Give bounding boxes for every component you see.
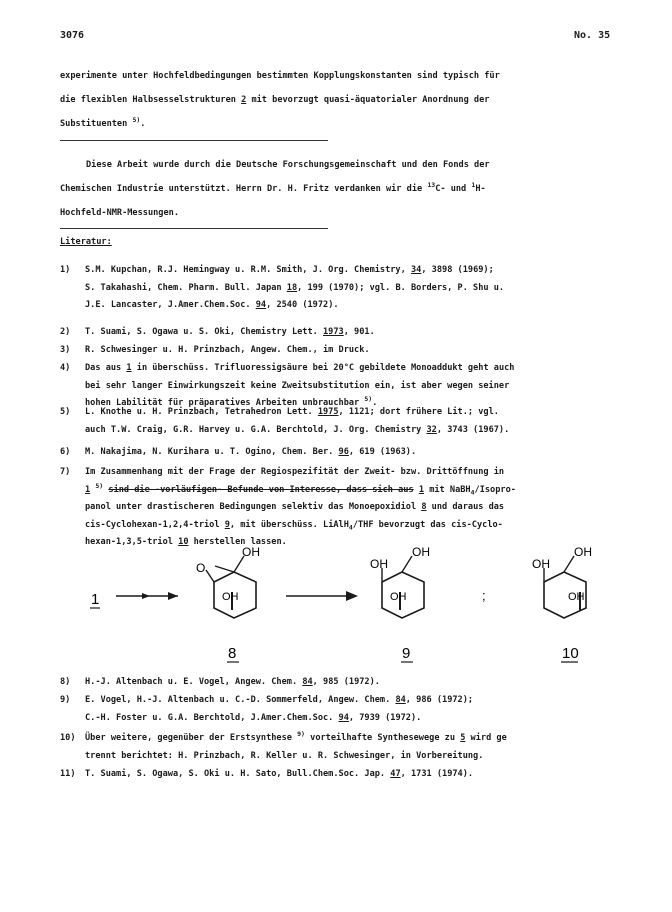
- reference-number: 11): [60, 769, 76, 779]
- reference-text: [85, 730, 630, 765]
- reference-text: [85, 766, 630, 784]
- reference-line: J.E. Lancaster, J.Amer.Chem.Soc. 94, 2540 (1972).: [85, 300, 339, 310]
- reference-number: 9): [60, 695, 71, 705]
- divider-1: [60, 140, 328, 141]
- compound-10-label: 10: [562, 645, 579, 662]
- ack-line-2: [60, 179, 620, 200]
- reference-number: 6): [60, 447, 71, 457]
- ack-sup-13: 13: [427, 181, 436, 190]
- compound-8-label: 8: [228, 645, 237, 662]
- ref-emphasis: 1973: [323, 327, 344, 337]
- ref-emphasis: 34: [410, 265, 422, 275]
- ack-sup-1: 1: [471, 181, 476, 190]
- reference-item: [60, 674, 630, 692]
- reference-number: 1): [60, 265, 71, 275]
- compound-8-epoxide-o: O: [196, 561, 206, 575]
- start-compound-label: 1: [91, 591, 100, 608]
- intro-line-3-end: .: [140, 119, 146, 129]
- intro-line-1: experimente unter Hochfeldbedingungen bestimmten Kopplungskonstanten sind typisch für: [60, 71, 500, 81]
- reference-item: [60, 324, 630, 342]
- reference-line: M. Nakajima, N. Kurihara u. T. Ogino, Chem. Ber. 96, 619 (1963).: [85, 447, 417, 457]
- ref-emphasis: 84: [395, 695, 406, 705]
- reference-line: E. Vogel, H.-J. Altenbach u. C.-D. Sommerfeld, Angew. Chem. 84, 986 (1972);: [85, 695, 474, 705]
- scheme-separator: ;: [482, 588, 486, 603]
- reference-line: S.M. Kupchan, R.J. Hemingway u. R.M. Smith, J. Org. Chemistry, 34, 3898 (1969);: [85, 265, 494, 275]
- struck-text: sind die -vorläufigen- Befunde von Interesse, dass sich aus: [108, 484, 414, 495]
- subscript: 4: [470, 488, 475, 497]
- reference-item: [60, 404, 630, 439]
- reaction-arrow-icon-2: [286, 591, 358, 601]
- reference-line: Das aus 1 in überschüss. Trifluoressigsäure bei 20°C gebildete Monoaddukt geht auch: [85, 363, 515, 373]
- reference-number: 4): [60, 363, 71, 373]
- ref-emphasis: 1: [85, 484, 91, 495]
- page-header-right: No. 35: [574, 30, 611, 41]
- compound-8-oh-inner: OH: [222, 591, 239, 603]
- compound-ref: 2: [241, 95, 247, 105]
- divider-2: [60, 228, 328, 229]
- footnote-ref: 5): [132, 116, 141, 125]
- footnote-ref: 5): [95, 481, 104, 490]
- reference-text: [85, 692, 630, 727]
- reaction-scheme: [0, 538, 672, 668]
- reference-item: [60, 730, 630, 765]
- reference-line: T. Suami, S. Ogawa u. S. Oki, Chemistry Lett. 1973, 901.: [85, 327, 375, 337]
- compound-10-structure: [532, 545, 592, 618]
- reference-number: 3): [60, 345, 71, 355]
- compound-10-oh-inner: OH: [568, 591, 585, 603]
- compound-9-oh-left: OH: [370, 557, 388, 571]
- literature-heading-text: Literatur:: [60, 237, 112, 247]
- reference-text: [85, 444, 630, 462]
- compound-9-structure: [370, 545, 430, 618]
- compound-10-oh-top: OH: [574, 545, 592, 559]
- ref-emphasis: 1975: [317, 407, 339, 417]
- footnote-ref: 9): [297, 730, 305, 739]
- ref-emphasis: 32: [426, 424, 437, 435]
- literature-heading: [60, 232, 620, 253]
- ack-line-2c: H-: [475, 184, 486, 194]
- reference-line: hohen Labilität für präparatives Arbeiten unbrauchbar $^{5)}$.: [85, 395, 378, 408]
- reference-number: 7): [60, 467, 71, 477]
- ref-emphasis: 9: [224, 519, 230, 530]
- ref-emphasis: 8: [421, 502, 427, 512]
- reference-line: cis-Cyclohexan-1,2,4-triol 9, mit überschüss. LiAlH$_4$/THF bevorzugt das cis-Cyclo-: [85, 519, 503, 532]
- ack-line-2b: C- und: [435, 184, 472, 194]
- ref-emphasis: 18: [286, 282, 298, 293]
- ref-emphasis: 47: [390, 769, 401, 779]
- reference-line: Im Zusammenhang mit der Frage der Regiospezifität der Zweit- bzw. Drittöffnung in: [85, 467, 505, 477]
- ack-line-2a: Chemischen Industrie unterstützt. Herrn Dr. H. Fritz verdanken wir die: [60, 184, 428, 194]
- reference-text: [85, 404, 630, 439]
- ref-emphasis: 94: [338, 712, 349, 723]
- reference-text: [85, 342, 630, 360]
- ref-emphasis: 10: [178, 537, 189, 547]
- compound-9-oh-inner: OH: [390, 591, 407, 603]
- ref-emphasis: 1: [126, 363, 132, 373]
- reference-number: 2): [60, 327, 71, 337]
- reference-line: S. Takahashi, Chem. Pharm. Bull. Japan 18, 199 (1970); vgl. B. Borders, P. Shu u.: [85, 282, 505, 293]
- reference-text: [85, 324, 630, 342]
- reference-line: bei sehr langer Einwirkungszeit keine Zweitsubstitution ein, ist aber wegen seiner: [85, 380, 510, 391]
- reference-line: auch T.W. Craig, G.R. Harvey u. G.A. Berchtold, J. Org. Chemistry 32, 3743 (1967).: [85, 424, 510, 435]
- reference-item: [60, 342, 630, 360]
- reference-text: [85, 674, 630, 692]
- ack-line-1: Diese Arbeit wurde durch die Deutsche Forschungsgemeinschaft und den Fonds der: [86, 160, 490, 170]
- ack-line-3: Hochfeld-NMR-Messungen.: [60, 208, 179, 218]
- ref-emphasis: 96: [338, 447, 349, 457]
- compound-8-structure: [196, 545, 260, 618]
- reference-item: [60, 692, 630, 727]
- reference-line: Über weitere, gegenüber der Erstsynthese $^{9)}$ vorteilhafte Synthesewege zu 5 wird ge: [85, 730, 507, 743]
- compound-9-oh-top: OH: [412, 545, 430, 559]
- reference-number: 8): [60, 677, 71, 687]
- reference-text: [85, 262, 630, 315]
- ref-emphasis: 5: [460, 733, 466, 743]
- reference-line: trennt berichtet: H. Prinzbach, R. Keller u. R. Schwesinger, in Vorbereitung.: [85, 750, 484, 761]
- reference-line: T. Suami, S. Ogawa, S. Oki u. H. Sato, Bull.Chem.Soc. Jap. 47, 1731 (1974).: [85, 769, 474, 779]
- page-header-left: 3076: [60, 30, 85, 41]
- intro-line-3-text: Substituenten: [60, 119, 133, 129]
- intro-line-3: [60, 114, 620, 135]
- reference-line: panol unter drastischeren Bedingungen selektiv das Monoepoxidiol 8 und daraus das: [85, 502, 505, 512]
- reference-line: H.-J. Altenbach u. E. Vogel, Angew. Chem. 84, 985 (1972).: [85, 677, 380, 687]
- reference-line: C.-H. Foster u. G.A. Berchtold, J.Amer.Chem.Soc. 94, 7939 (1972).: [85, 712, 422, 723]
- ref-emphasis: 94: [255, 300, 267, 310]
- intro-line-2a: die flexiblen Halbsesselstrukturen: [60, 95, 242, 105]
- reference-item: [60, 262, 630, 315]
- reference-item: [60, 766, 630, 784]
- reference-item: [60, 444, 630, 462]
- reference-number: 5): [60, 407, 71, 417]
- ref-emphasis: 1: [418, 484, 425, 495]
- footnote-ref: 5): [364, 395, 373, 404]
- compound-9-label: 9: [402, 645, 411, 662]
- reference-line: R. Schwesinger u. H. Prinzbach, Angew. Chem., im Druck.: [85, 345, 370, 355]
- reference-line: L. Knothe u. H. Prinzbach, Tetrahedron Lett. 1975, 1121; dort frühere Lit.; vgl.: [85, 407, 499, 417]
- intro-line-2b: mit bevorzugt quasi-äquatorialer Anordnung der: [246, 95, 490, 105]
- reference-line: 1 $^{5)}$ sind die -vorläufigen- Befunde von Interesse, dass sich aus 1 mit NaBH$_4$/Isopro-: [85, 481, 516, 497]
- ref-emphasis: 84: [302, 677, 313, 687]
- compound-10-oh-left: OH: [532, 557, 550, 571]
- reaction-arrow-icon: [116, 592, 178, 600]
- reference-line: hexan-1,3,5-triol 10 herstellen lassen.: [85, 537, 287, 547]
- subscript: 4: [348, 523, 353, 532]
- compound-8-oh-top: OH: [242, 545, 260, 559]
- reference-number: 10): [60, 733, 76, 743]
- intro-line-2: [60, 90, 620, 111]
